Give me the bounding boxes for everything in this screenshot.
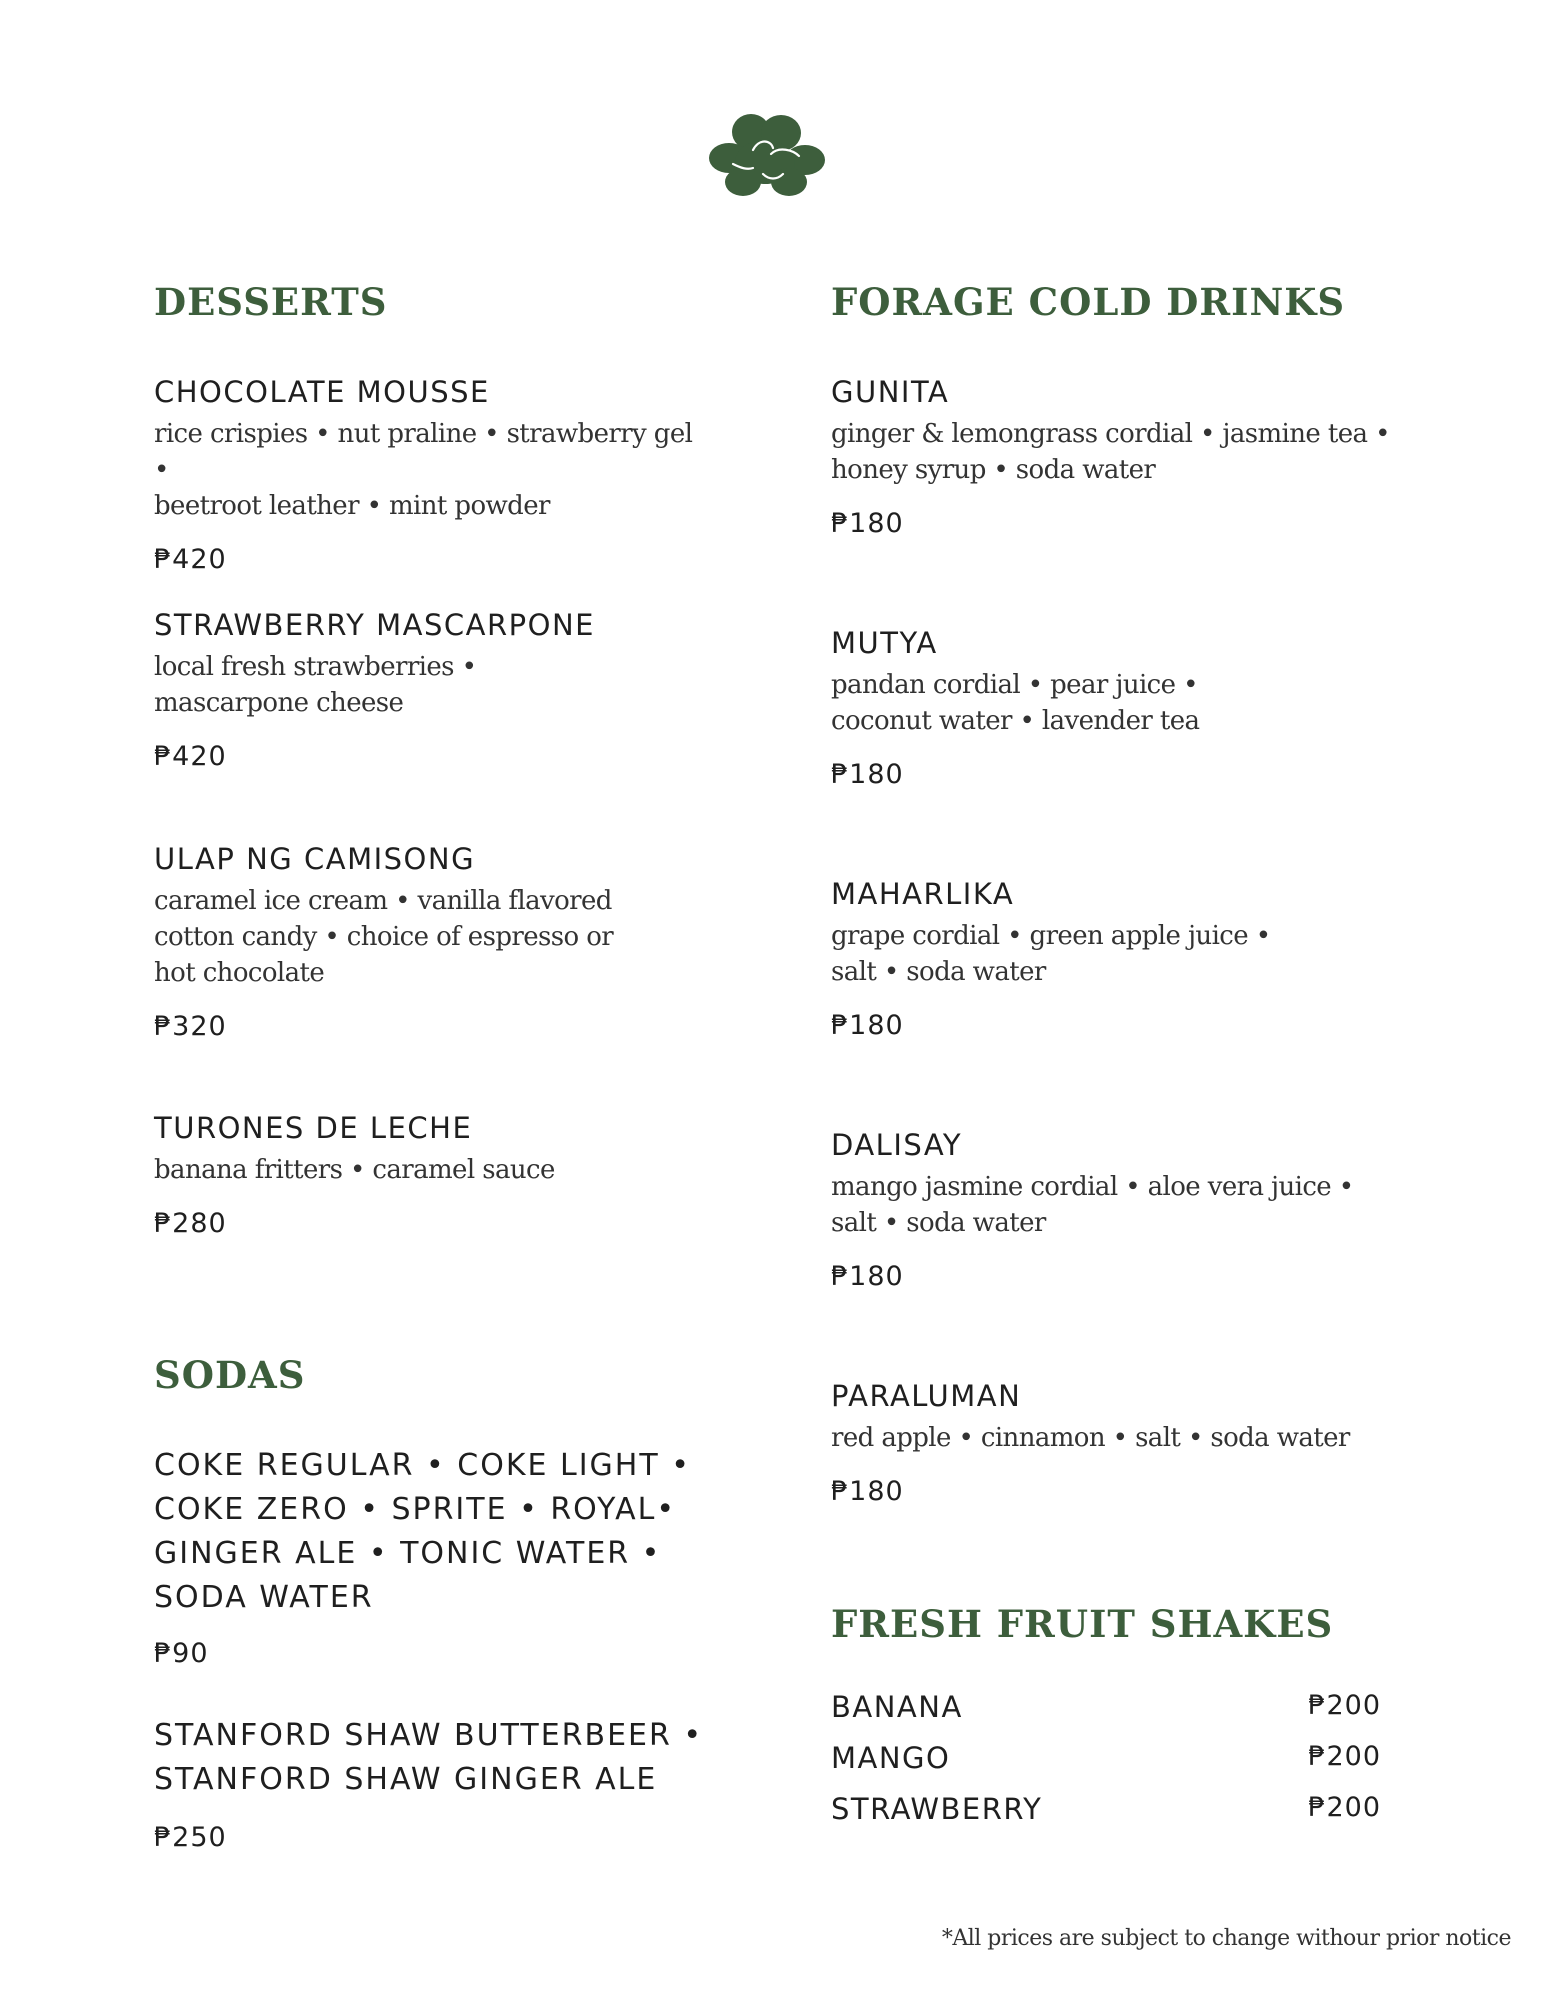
drink-item-paraluman (831, 1378, 1391, 1507)
drink-item-maharlika (831, 876, 1391, 1041)
item-price: ₱200 (1308, 1690, 1381, 1721)
sodas-title: SODAS (154, 1353, 306, 1397)
soda-group-stanford-shaw (154, 1714, 714, 1853)
item-price: ₱180 (831, 1261, 904, 1292)
item-name: MAHARLIKA (831, 877, 1015, 911)
item-price: ₱250 (154, 1822, 227, 1853)
item-name: TURONES DE LECHE (154, 1111, 473, 1145)
item-price: ₱200 (1308, 1741, 1381, 1772)
shakes-title: FRESH FRUIT SHAKES (831, 1602, 1334, 1646)
dessert-item-turones-de-leche (154, 1110, 714, 1239)
item-price: ₱180 (831, 759, 904, 790)
dessert-item-ulap-ng-camisong (154, 841, 714, 1042)
item-description: rice crispies • nut praline • strawberry gel • beetroot leather • mint powder (154, 419, 693, 521)
shake-item-strawberry (831, 1792, 1381, 1832)
cold-drinks-title: FORAGE COLD DRINKS (831, 280, 1346, 324)
item-description: pandan cordial • pear juice • coconut water • lavender tea (831, 670, 1200, 736)
item-price: ₱320 (154, 1011, 227, 1042)
item-description: banana fritters • caramel sauce (154, 1155, 555, 1185)
drink-item-gunita (831, 374, 1391, 539)
item-name: MUTYA (831, 626, 938, 660)
soda-list: STANFORD SHAW BUTTERBEER • STANFORD SHAW GINGER ALE (154, 1718, 704, 1797)
dessert-item-strawberry-mascarpone (154, 607, 714, 772)
item-description: caramel ice cream • vanilla flavored cotton candy • choice of espresso or hot chocolate (154, 886, 614, 988)
item-name: MANGO (831, 1741, 951, 1775)
item-description: ginger & lemongrass cordial • jasmine tea • honey syrup • soda water (831, 419, 1390, 485)
shake-item-banana (831, 1690, 1381, 1730)
drink-item-mutya (831, 625, 1391, 790)
soda-group-soft-drinks (154, 1444, 714, 1669)
item-price: ₱420 (154, 544, 227, 575)
item-price: ₱200 (1308, 1792, 1381, 1823)
price-disclaimer: *All prices are subject to change withour prior notice (941, 1926, 1511, 1951)
item-price: ₱420 (154, 741, 227, 772)
dessert-item-chocolate-mousse (154, 374, 714, 575)
item-description: local fresh strawberries • mascarpone cheese (154, 652, 477, 718)
item-price: ₱180 (831, 1476, 904, 1507)
item-price: ₱180 (831, 1010, 904, 1041)
item-name: STRAWBERRY (831, 1792, 1043, 1826)
item-name: CHOCOLATE MOUSSE (154, 375, 490, 409)
shake-item-mango (831, 1741, 1381, 1781)
item-description: mango jasmine cordial • aloe vera juice • salt • soda water (831, 1172, 1354, 1238)
item-name: PARALUMAN (831, 1379, 1022, 1413)
item-name: STRAWBERRY MASCARPONE (154, 608, 595, 642)
item-price: ₱180 (831, 508, 904, 539)
drink-item-dalisay (831, 1127, 1391, 1292)
item-description: red apple • cinnamon • salt • soda water (831, 1423, 1350, 1453)
item-price: ₱280 (154, 1208, 227, 1239)
item-name: DALISAY (831, 1128, 963, 1162)
soda-list: COKE REGULAR • COKE LIGHT • COKE ZERO • SPRITE • ROYAL• GINGER ALE • TONIC WATER • SODA WATER (154, 1448, 691, 1615)
item-name: BANANA (831, 1690, 963, 1724)
item-description: grape cordial • green apple juice • salt • soda water (831, 921, 1271, 987)
desserts-title: DESSERTS (154, 280, 388, 324)
item-price: ₱90 (154, 1638, 209, 1669)
item-name: GUNITA (831, 375, 950, 409)
cloud-logo-icon (707, 108, 827, 200)
item-name: ULAP NG CAMISONG (154, 842, 476, 876)
